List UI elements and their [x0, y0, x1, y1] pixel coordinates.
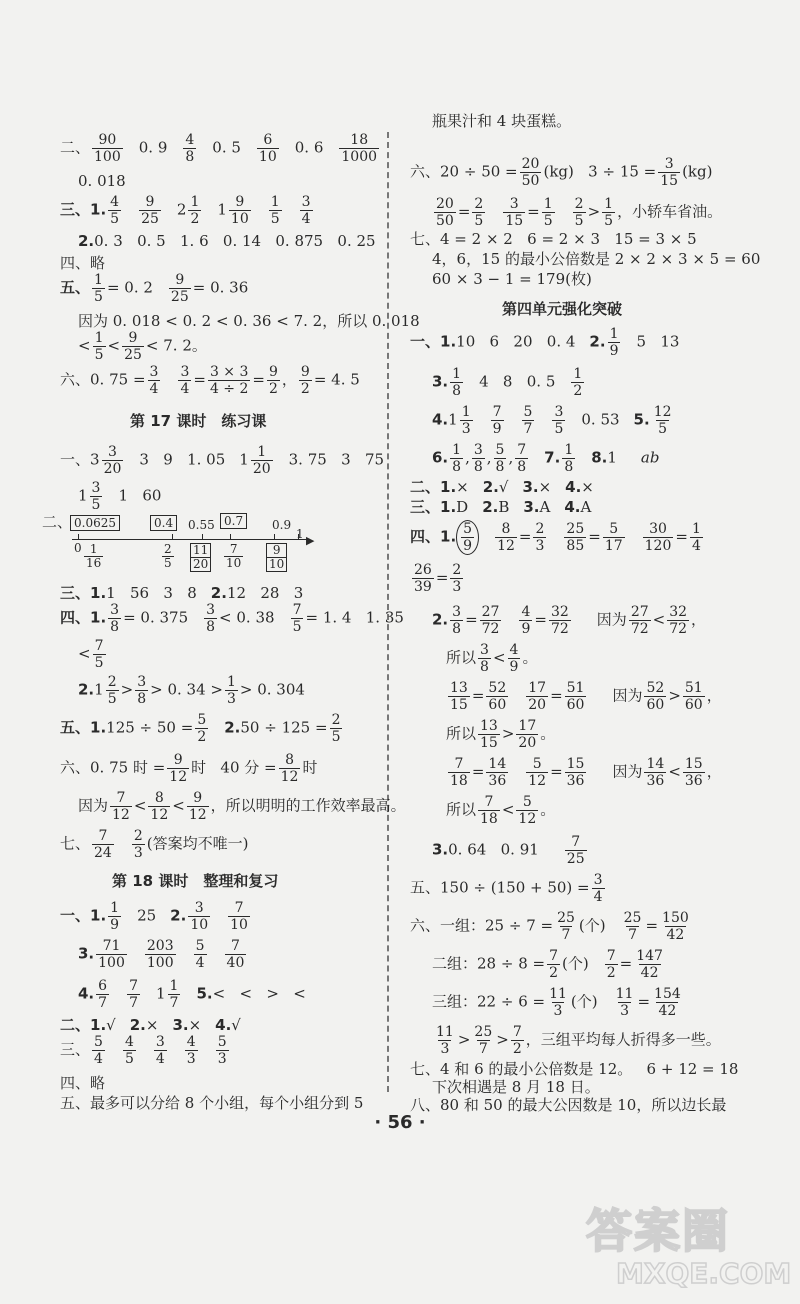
number-box: 0.0625 [70, 515, 120, 531]
fraction: $\frac{18}{1000}$ [341, 132, 378, 165]
answer-line: 0. 018 [78, 172, 126, 190]
answer-line: 4.1 $\frac{1}{3}$ $\frac{7}{9}$ $\frac{5}{7}$ $\frac{3}{5}$ 0. 53 5. $\frac{12}{5}$ [432, 404, 672, 437]
answer-line: 五、 $\frac{1}{5}$ = 0. 2 $\frac{9}{25}$ = 0. 36 [60, 272, 249, 305]
number-box: 0.4 [150, 515, 177, 531]
answer-line: 三、1. $\frac{4}{5}$ $\frac{9}{25}$ 2 $\frac{1}{2}$ 1 $\frac{9}{10}$ $\frac{1}{5}$ $\frac{3}{4}$ [60, 194, 311, 227]
page-number: · 56 · [374, 1112, 426, 1133]
fraction: $\frac{6}{10}$ [258, 132, 277, 165]
number-label: 0.55 [188, 518, 215, 532]
answer-line: 一、1.10 6 20 0. 4 2. $\frac{1}{9}$ 5 13 [410, 326, 680, 359]
answer-line: 六、0. 75 = $\frac{3}{4}$ $\frac{3}{4}$ = $\frac{3 \times 3}{4 \div 2}$ = $\frac{9}{2}$ ， $\frac{9}{2}$ = 4. 5 [60, 364, 360, 397]
answer-line: < $\frac{1}{5}$ < $\frac{9}{25}$ < 7. 2。 [78, 330, 207, 363]
answer-line: 六、20 ÷ 50 = $\frac{20}{50}$ (kg) 3 ÷ 15 = $\frac{3}{15}$ (kg) [410, 156, 713, 189]
answer-line: 六、一组：25 ÷ 7 = $\frac{25}{7}$ (个) $\frac{25}{7}$ = $\frac{150}{42}$ [410, 910, 689, 943]
answer-line: 瓶果汁和 4 块蛋糕。 [432, 112, 572, 130]
answer-line: 三组：22 ÷ 6 = $\frac{11}{3}$ (个) $\frac{11}{3}$ = $\frac{154}{42}$ [432, 986, 681, 1019]
fraction: $\frac{4}{8}$ [185, 132, 195, 165]
answer-line: $\frac{26}{39}$ = $\frac{2}{3}$ [414, 562, 462, 595]
answer-line: 二、1.× 2.√ 3.× 4.× [410, 478, 594, 496]
answer-line: 三、1.D 2.B 3.A 4.A [410, 498, 592, 516]
answer-line: 三、1.1 56 3 8 2.12 28 3 [60, 584, 304, 602]
answer-line: 四、略 [60, 1074, 106, 1092]
answer-line: 三、 $\frac{5}{4}$ $\frac{4}{5}$ $\frac{3}{4}$ $\frac{4}{3}$ $\frac{5}{3}$ [60, 1034, 227, 1067]
answer-line: 4，6，15 的最小公倍数是 2 × 2 × 3 × 5 = 60 [432, 250, 761, 268]
number-line-axis [72, 539, 308, 540]
number-box: 0.7 [220, 513, 247, 529]
answer-line: 所以 $\frac{3}{8}$ < $\frac{4}{9}$ 。 [446, 642, 538, 675]
answer-line: 七、 $\frac{7}{24}$ $\frac{2}{3}$ (答案均不唯一) [60, 828, 249, 861]
answer-line: 因为 0. 018 < 0. 2 < 0. 36 < 7. 2，所以 0. 018 [78, 312, 420, 330]
answer-line: 六、0. 75 时 = $\frac{9}{12}$ 时 40 分 = $\frac{8}{12}$ 时 [60, 752, 318, 785]
answer-line: 一、3 $\frac{3}{20}$ 3 9 1. 05 1 $\frac{1}{20}$ 3. 75 3 75 [60, 444, 385, 477]
lesson-17-heading: 第 17 课时 练习课 [130, 412, 267, 430]
answer-line: 下次相遇是 8 月 18 日。 [432, 1078, 600, 1096]
answer-line: 四、略 [60, 254, 106, 272]
answer-line: 八、80 和 50 的最大公因数是 10，所以边长最 [410, 1096, 727, 1114]
answer-line: 五、最多可以分给 8 个小组，每个小组分到 5 [60, 1094, 364, 1112]
answer-line: 二组：28 ÷ 8 = $\frac{7}{2}$ (个) $\frac{7}{2}$ = $\frac{147}{42}$ [432, 948, 663, 981]
answer-line: 所以 $\frac{13}{15}$ > $\frac{17}{20}$ 。 [446, 718, 556, 751]
answer-line: 七、4 = 2 × 2 6 = 2 × 3 15 = 3 × 5 [410, 230, 697, 248]
answer-line: 3. $\frac{71}{100}$ $\frac{203}{100}$ $\frac{5}{4}$ $\frac{7}{40}$ [78, 938, 245, 971]
number-line: 二、 0.0625 0.4 0.55 0.7 0.9 ▶ 0 $\frac{1}{16}$ $\frac{2}{5}$ $\frac{11}{20}$ $\frac{7}{10}$ $\frac{9}{10}$ 1 [42, 513, 315, 571]
fraction: $\frac{90}{100}$ [94, 132, 121, 165]
answer-line: 四、1. $\frac{3}{8}$ = 0. 375 $\frac{3}{8}$ < 0. 38 $\frac{7}{5}$ = 1. 4 1. 35 [60, 602, 404, 635]
answer-line: 60 × 3 − 1 = 179(枚) [432, 270, 592, 288]
answer-line: < $\frac{7}{5}$ [78, 638, 104, 671]
answer-line: $\frac{7}{18}$ = $\frac{14}{36}$ $\frac{5}{12}$ = $\frac{15}{36}$ 因为 $\frac{14}{36}$ < $\frac{15}{36}$ ， [450, 756, 722, 789]
answer-line: $\frac{20}{50}$ = $\frac{2}{5}$ $\frac{3}{15}$ = $\frac{1}{5}$ $\frac{2}{5}$ > $\frac{1}{5}$ ，小轿车省油。 [436, 196, 723, 229]
arrow-right-icon: ▶ [306, 534, 315, 547]
number-label: 0.9 [272, 518, 292, 532]
answer-line: 二、1.√ 2.× 3.× 4.√ [60, 1016, 241, 1034]
section-label: 二、 [42, 513, 73, 531]
section-label: 二、 [60, 138, 91, 157]
answer-line: 七、4 和 6 的最小公倍数是 12。 6 + 12 = 18 [410, 1060, 739, 1078]
answer-line: 1 $\frac{3}{5}$ 1 60 [78, 480, 162, 513]
answer-line: 6. $\frac{1}{8}$ , $\frac{3}{8}$ , $\frac{5}{8}$ , $\frac{7}{8}$ 7. $\frac{1}{8}$ 8.1 ab [432, 442, 660, 475]
answer-line: 所以 $\frac{7}{18}$ < $\frac{5}{12}$ 。 [446, 794, 556, 827]
answer-line: 2.0. 3 0. 5 1. 6 0. 14 0. 875 0. 25 [78, 232, 376, 250]
answer-line: 4. $\frac{6}{7}$ $\frac{7}{7}$ 1 $\frac{1}{7}$ 5.< < > < [78, 978, 306, 1011]
answer-line: 四、1. $\frac{5}{9}$ $\frac{8}{12}$ = $\frac{2}{3}$ $\frac{25}{85}$ = $\frac{5}{17}$ $\frac{30}{120}$ = $\frac{1}{4}$ [410, 521, 701, 554]
answer-line: 因为 $\frac{7}{12}$ < $\frac{8}{12}$ < $\frac{9}{12}$ ，所以明明的工作效率最高。 [78, 790, 406, 823]
answer-line: 2.1 $\frac{2}{5}$ > $\frac{3}{8}$ > 0. 34 > $\frac{1}{3}$ > 0. 304 [78, 674, 305, 707]
unit-4-heading: 第四单元强化突破 [502, 300, 623, 318]
answer-line: 五、1.125 ÷ 50 = $\frac{5}{2}$ 2.50 ÷ 125 = $\frac{2}{5}$ [60, 712, 341, 745]
answer-line: $\frac{13}{15}$ = $\frac{52}{60}$ $\frac{17}{20}$ = $\frac{51}{60}$ 因为 $\frac{52}{60}$ > $\frac{51}{60}$ ， [450, 680, 722, 713]
answer-line: $\frac{11}{3}$ > $\frac{25}{7}$ > $\frac{7}{2}$ ，三组平均每人折得多一些。 [436, 1024, 721, 1057]
answer-line: 一、1. $\frac{1}{9}$ 25 2. $\frac{3}{10}$ $\frac{7}{10}$ [60, 900, 248, 933]
circled-answer: $\frac{5}{9}$ [456, 520, 479, 555]
watermark-logo: 答案圈 MXQE.COM [586, 1204, 792, 1290]
answer-line: 五、150 ÷ (150 + 50) = $\frac{3}{4}$ [410, 872, 603, 905]
lesson-18-heading: 第 18 课时 整理和复习 [112, 872, 279, 890]
answer-line: 二、 $\frac{90}{100}$ 0. 9 $\frac{4}{8}$ 0. 5 $\frac{6}{10}$ 0. 6 $\frac{18}{1000}$ [60, 132, 378, 165]
answer-line: 3. $\frac{1}{8}$ 4 8 0. 5 $\frac{1}{2}$ [432, 366, 583, 399]
answer-line: 2. $\frac{3}{8}$ = $\frac{27}{72}$ $\frac{4}{9}$ = $\frac{32}{72}$ 因为 $\frac{27}{72}$ < $\frac{32}{72}$ ， [432, 604, 707, 637]
answer-line: 3.0. 64 0. 91 $\frac{7}{25}$ [432, 834, 585, 867]
